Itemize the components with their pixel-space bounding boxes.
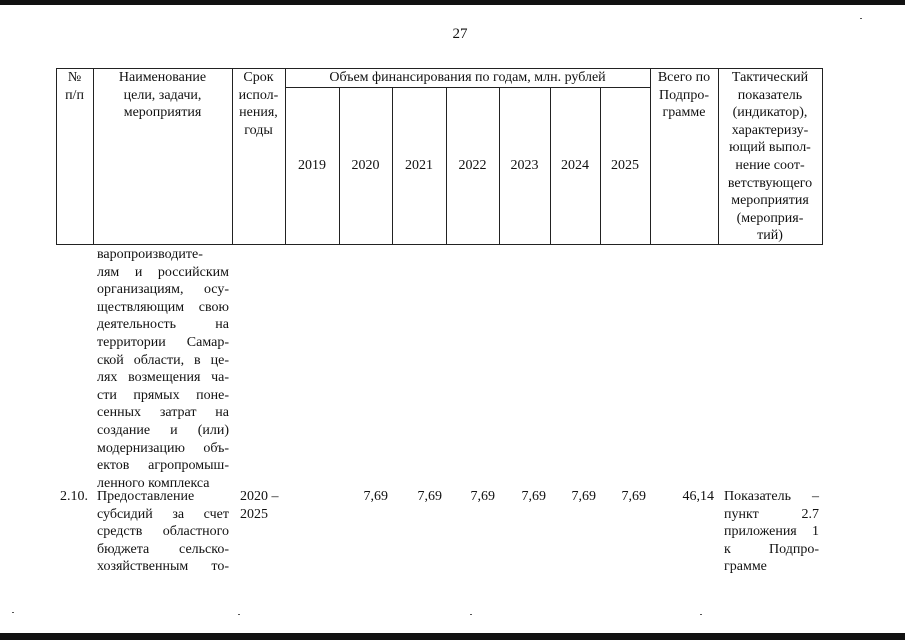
header-line: (индикатор), <box>732 105 808 121</box>
text-line: Предоставление <box>97 489 195 504</box>
text-line: субсидий за счет <box>97 506 229 522</box>
header-year: 2025 <box>611 158 639 173</box>
text-line: лям и российским <box>97 264 229 280</box>
header-year: 2019 <box>298 158 326 173</box>
text-line: варопроизводите- <box>97 247 203 262</box>
text-line: Показатель – <box>724 489 819 504</box>
header-line: (мероприя- <box>736 210 804 226</box>
header-line: № <box>67 70 82 85</box>
scan-border-bottom <box>0 633 905 640</box>
value-2023: 7,69 <box>521 489 546 504</box>
header-line: мероприятия <box>731 193 809 209</box>
text-line: приложения 1 <box>724 524 819 540</box>
text-line: пункт 2.7 <box>724 506 819 522</box>
header-line: нение соот- <box>735 157 805 173</box>
header-line: мероприятия <box>123 105 202 121</box>
value-2020: 7,69 <box>363 489 388 504</box>
scan-speck <box>470 614 472 615</box>
value-2022: 7,69 <box>470 489 495 504</box>
header-line: показатель <box>737 87 803 103</box>
header-total <box>650 69 718 122</box>
header-year: 2021 <box>405 158 433 173</box>
text-line: бюджета сельско- <box>97 541 229 557</box>
header-line: Срок <box>243 70 274 85</box>
header-line: годы <box>244 122 273 138</box>
header-line: испол- <box>238 87 279 103</box>
header-funding: Объем финансирования по годам, млн. рублей <box>329 70 606 85</box>
scan-speck <box>238 614 240 615</box>
scan-speck <box>12 612 14 613</box>
value-total: 46,14 <box>682 489 714 504</box>
divider <box>56 244 823 245</box>
header-year: 2024 <box>561 158 589 173</box>
header-year: 2020 <box>351 158 380 173</box>
text-line: сенных затрат на <box>97 405 229 421</box>
text-line: ленного комплекса <box>97 475 210 491</box>
header-line: ветствующего <box>727 175 813 191</box>
text-line: организациям, осу- <box>97 282 229 298</box>
scan-border-top <box>0 0 905 5</box>
text-line: 2020 – <box>240 489 279 504</box>
row-term <box>240 488 285 523</box>
header-line: п/п <box>65 87 84 103</box>
text-line: 2025 <box>240 506 268 522</box>
header-name <box>93 69 232 122</box>
header-line: тий) <box>757 228 783 244</box>
text-line: хозяйственным то- <box>97 559 229 575</box>
value-2021: 7,69 <box>417 489 442 504</box>
text-line: ектов агропромыш- <box>97 458 229 474</box>
divider <box>822 68 823 245</box>
page-number: 27 <box>452 26 468 42</box>
header-line: Наименование <box>118 70 207 85</box>
scan-speck <box>860 18 862 19</box>
text-line: грамме <box>724 559 767 575</box>
header-line: Подпро- <box>659 87 709 103</box>
scan-speck <box>700 614 702 615</box>
text-line: к Подпро- <box>724 541 819 557</box>
header-line: Всего по <box>657 70 711 85</box>
header-no <box>56 69 93 104</box>
text-line: территории Самар- <box>97 334 229 350</box>
continuation-name <box>97 246 229 492</box>
value-2025: 7,69 <box>621 489 646 504</box>
row-name <box>97 488 229 576</box>
text-line: создание и (или) <box>97 422 229 438</box>
header-line: характеризу- <box>731 122 809 138</box>
text-line: ществляющим свою <box>97 299 229 315</box>
row-indicator <box>724 488 819 576</box>
header-year: 2023 <box>510 158 539 173</box>
header-line: нения, <box>239 105 278 121</box>
header-line: грамме <box>662 105 706 121</box>
header-line: Тактический <box>731 70 809 85</box>
header-indicator <box>718 69 822 245</box>
text-line: деятельность на <box>97 317 229 333</box>
text-line: средств областного <box>97 524 229 540</box>
header-line: цели, задачи, <box>123 87 202 103</box>
header-year: 2022 <box>458 158 487 173</box>
text-line: ской области, в це- <box>97 352 229 368</box>
row-number: 2.10. <box>60 489 88 504</box>
header-term <box>232 69 285 139</box>
text-line: модернизацию объ- <box>97 440 229 456</box>
text-line: лях возмещения ча- <box>97 370 229 386</box>
value-2024: 7,69 <box>571 489 596 504</box>
header-line: ющий выпол- <box>729 140 811 156</box>
text-line: сти прямых поне- <box>97 387 229 403</box>
